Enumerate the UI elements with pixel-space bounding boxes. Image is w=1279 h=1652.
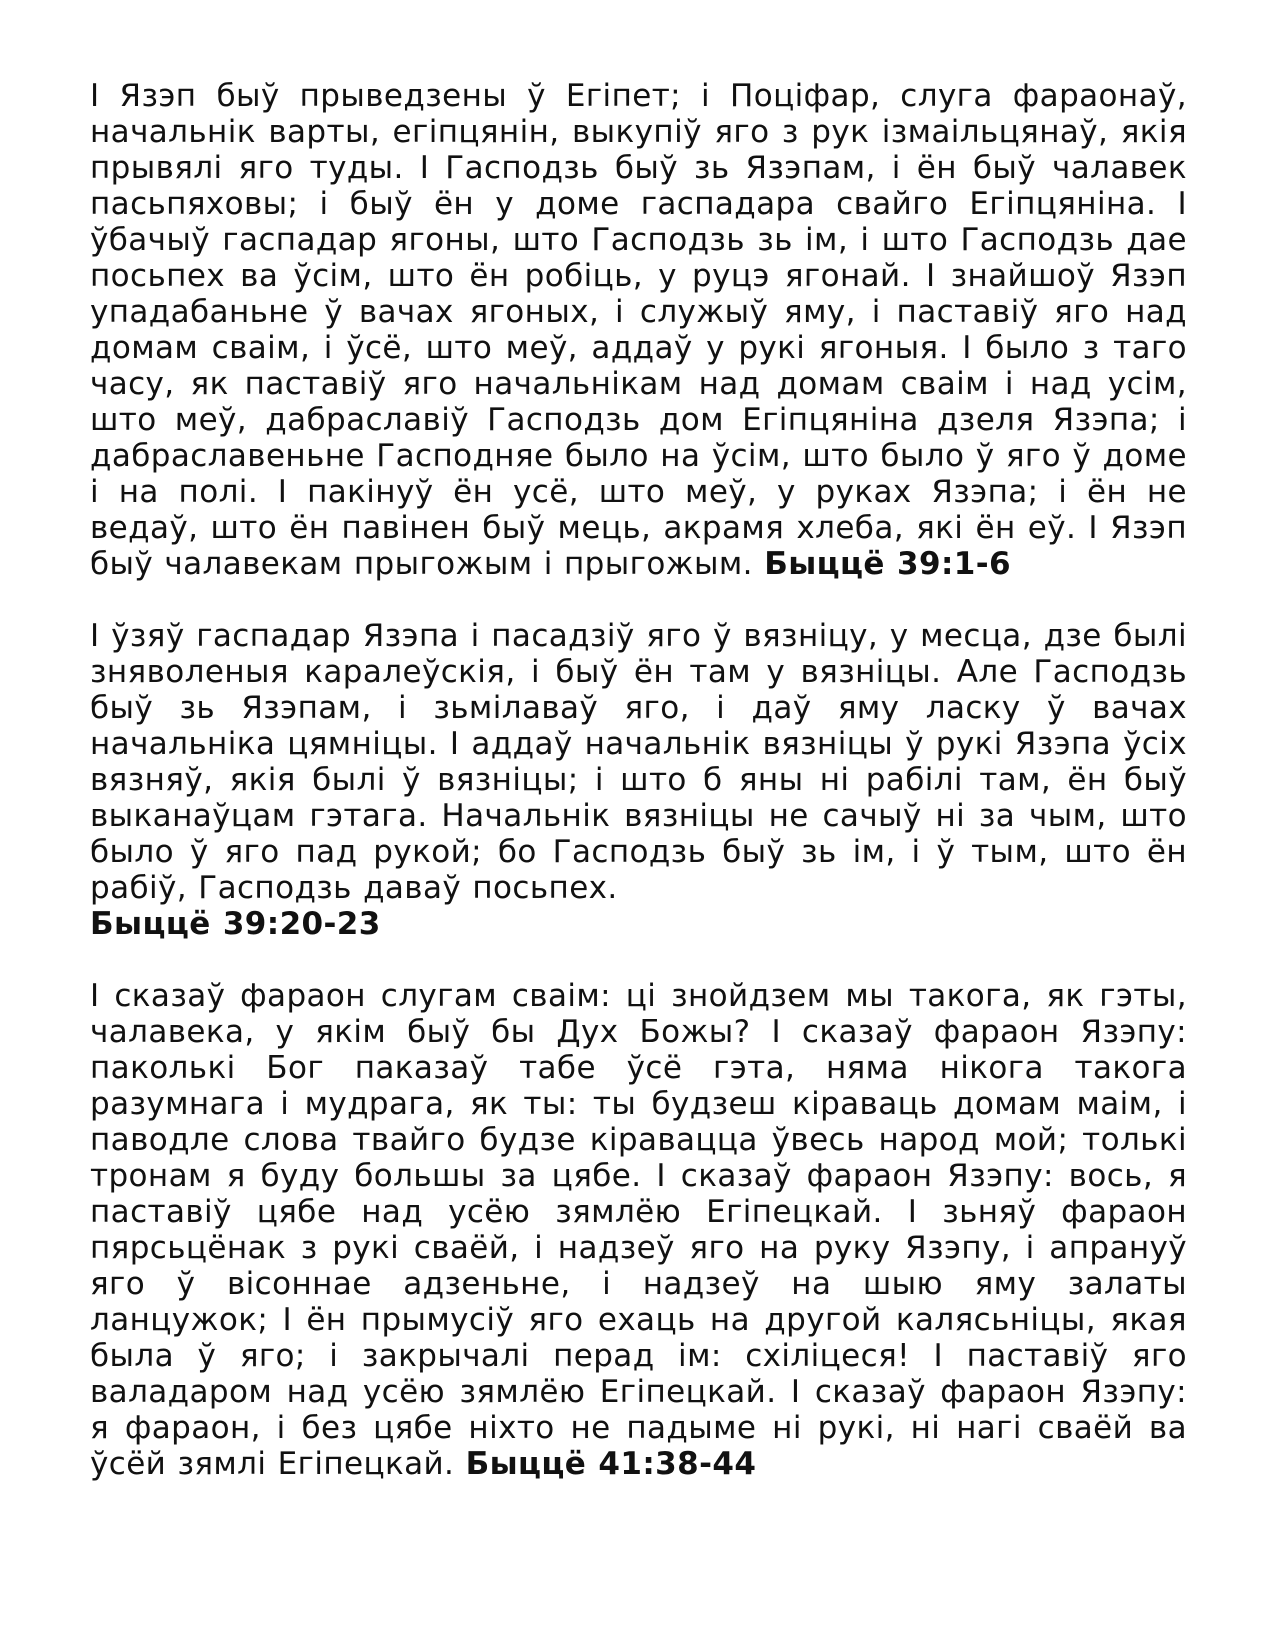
- scripture-reference: Быццё 41:38-44: [465, 1446, 757, 1482]
- scripture-passage: [90, 618, 1187, 942]
- passage-text: І сказаў фараон слугам сваім: ці знойдзем мы такога, як гэты, чалавека, у якім быў бы Дух Божы? І сказаў фараон Язэпу: паколькі Бог паказаў табе ўсё гэта, няма нікога такога разумнага і мудрага, як ты: ты будзеш кіраваць домам маім, і паводле слова твайго будзе кіравацца ўвесь народ мой; толькі тронам я буду большы за цябе. І сказаў фараон Язэпу: вось, я паставіў цябе над усёю зямлёю Егіпецкай. І зьняў фараон пярсьцёнак з рукі сваёй, і надзеў яго на руку Язэпу, і апрануў яго ў вісоннае адзеньне, і надзеў на шыю яму залаты ланцужок; І ён прымусіў яго ехаць на другой калясьніцы, якая была ў яго; і закрычалі перад ім: схіліцеся! І паставіў яго валадаром над усёю зямлёю Егіпецкай. І сказаў фараон Язэпу: я фараон, і без цябе ніхто не падыме ні рукі, ні нагі сваёй ва ўсёй зямлі Егіпецкай.: [90, 978, 1187, 1482]
- passage-text: І ўзяў гаспадар Язэпа і пасадзіў яго ў вязніцу, у месца, дзе былі зняволеныя каралеўскія, і быў ён там у вязніцы. Але Гасподзь быў зь Язэпам, і зьмілаваў яго, і даў яму ласку ў вачах начальніка цямніцы. І аддаў начальнік вязніцы ў рукі Язэпа ўсіх вязняў, якія былі ў вязніцы; і што б яны ні рабілі там, ён быў выканаўцам гэтага. Начальнік вязніцы не сачыў ні за чым, што было ў яго пад рукой; бо Гасподзь быў зь ім, і ў тым, што ён рабіў, Гасподзь даваў посьпех.: [90, 618, 1187, 906]
- passage-text: І Язэп быў прыведзены ў Егіпет; і Поціфар, слуга фараонаў, начальнік варты, егіпцянін, выкупіў яго з рук ізмаільцянаў, якія прывялі яго туды. І Гасподзь быў зь Язэпам, і ён быў чалавек пасьпяховы; і быў ён у доме гаспадара свайго Егіпцяніна. І ўбачыў гаспадар ягоны, што Гасподзь зь ім, і што Гасподзь дае посьпех ва ўсім, што ён робіць, у руцэ ягонай. І знайшоў Язэп упадабаньне ў вачах ягоных, і служыў яму, і паставіў яго над домам сваім, і ўсё, што меў, аддаў у рукі ягоныя. І было з таго часу, як паставіў яго начальнікам над домам сваім і над усім, што меў, дабраславіў Гасподзь дом Егіпцяніна дзеля Язэпа; і дабраславеньне Гасподняе было на ўсім, што было ў яго ў доме і на полі. І пакінуў ён усё, што меў, у руках Язэпа; і ён не ведаў, што ён павінен быў мець, акрамя хлеба, які ён еў. І Язэп быў чалавекам прыгожым і прыгожым.: [90, 78, 1187, 582]
- scripture-reference: Быццё 39:1-6: [764, 546, 1011, 582]
- scripture-reference: Быццё 39:20-23: [90, 906, 381, 942]
- scripture-passage: [90, 78, 1187, 582]
- document-page: [90, 78, 1187, 1518]
- scripture-passage: [90, 978, 1187, 1482]
